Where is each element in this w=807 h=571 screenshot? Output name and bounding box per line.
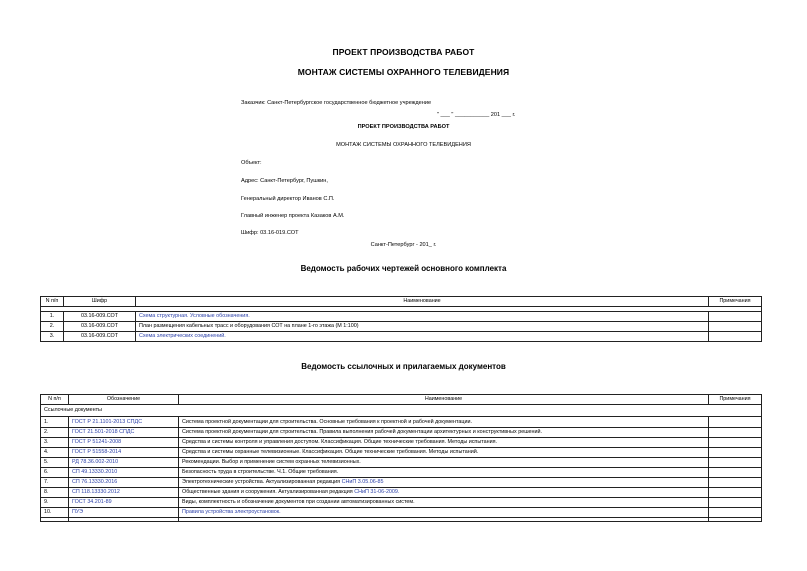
date-line: " ___ " ___________ 201 ___ г. [437, 112, 516, 118]
references-header-row [41, 395, 762, 405]
row-number: 3. [41, 438, 69, 448]
table-row [41, 428, 762, 438]
row-number: 8. [41, 488, 69, 498]
row-number: 7. [41, 478, 69, 488]
empty-cell [179, 518, 709, 522]
chief-engineer-line: Главный инженер проекта Казаков А.М. [241, 213, 345, 219]
snip-link[interactable]: СНиП 31-06-2009. [354, 489, 400, 495]
header-cell: Наименование [136, 297, 709, 307]
row-number: 2. [41, 322, 64, 332]
row-code-link[interactable]: СП 49.13330.2010 [69, 468, 179, 478]
table-row [41, 312, 762, 322]
row-number: 2. [41, 428, 69, 438]
table-row [41, 468, 762, 478]
row-name: План размещения кабельных трасс и оборудования СОТ на плане 1-го этажа (М 1:100) [136, 322, 709, 332]
row-number: 10. [41, 508, 69, 518]
drawings-table [40, 296, 762, 342]
section-label: Ссылочные документы [41, 405, 762, 417]
table-row [41, 508, 762, 518]
form-title: ПРОЕКТ ПРОИЗВОДСТВА РАБОТ [357, 124, 450, 130]
table-row [41, 518, 762, 522]
row-number: 6. [41, 468, 69, 478]
row-code-link[interactable]: ГОСТ Р 21.1101-2013 СПДС [69, 417, 179, 428]
table-row [41, 498, 762, 508]
table-row [41, 448, 762, 458]
form-subtitle: МОНТАЖ СИСТЕМЫ ОХРАННОГО ТЕЛЕВИДЕНИЯ [336, 142, 471, 148]
pue-link[interactable]: Правила устройства электроустановок. [182, 509, 281, 515]
director-line: Генеральный директор Иванов С.П. [241, 196, 335, 202]
row-number: 9. [41, 498, 69, 508]
references-table [40, 394, 762, 522]
table-row [41, 478, 762, 488]
row-number: 3. [41, 332, 64, 342]
customer-line: Заказчик: Санкт-Петербургское государственное бюджетное учреждение [241, 100, 432, 106]
row-name: Рекомендации. Выбор и применение систем охранных телевизионных. [179, 458, 709, 468]
row-note [709, 468, 762, 478]
row-name: Виды, комплектность и обозначение документов при создании автоматизированных систем. [179, 498, 709, 508]
row-name-link[interactable]: Схема электрических соединений. [136, 332, 709, 342]
row-number: 4. [41, 448, 69, 458]
header-cell: Наименование [179, 395, 709, 405]
row-name: Безопасность труда в строительстве. Ч.1. Общие требования. [179, 468, 709, 478]
row-code-link[interactable]: РД 78.36.002-2010 [69, 458, 179, 468]
header-cell: Примечания [709, 297, 762, 307]
header-cell: Шифр [64, 297, 136, 307]
table-row [41, 438, 762, 448]
row-name [179, 508, 709, 518]
row-code-link[interactable]: СП 118.13330.2012 [69, 488, 179, 498]
row-note [709, 332, 762, 342]
section-row [41, 405, 762, 417]
row-name: Система проектной документации для строительства. Правила выполнения рабочей документации архитектурных и конструктивных решений. [179, 428, 709, 438]
row-note [709, 312, 762, 322]
row-code: 03.16-009.СОТ [64, 322, 136, 332]
row-note [709, 508, 762, 518]
row-code-link[interactable]: ГОСТ 34.201-89 [69, 498, 179, 508]
table-row [41, 488, 762, 498]
row-name-link[interactable]: Схема структурная. Условные обозначения. [136, 312, 709, 322]
row-note [709, 322, 762, 332]
table-row [41, 458, 762, 468]
row-note [709, 448, 762, 458]
references-section-title: Ведомость ссылочных и прилагаемых документов [301, 362, 506, 371]
row-note [709, 438, 762, 448]
drawings-header-row [41, 297, 762, 307]
row-code-link[interactable]: ПУЭ [69, 508, 179, 518]
page-title-1: ПРОЕКТ ПРОИЗВОДСТВА РАБОТ [332, 47, 475, 57]
row-code-link[interactable]: ГОСТ Р 51241-2008 [69, 438, 179, 448]
drawings-section-title: Ведомость рабочих чертежей основного комплекта [300, 264, 507, 273]
row-name [179, 488, 709, 498]
header-cell: N п/п [41, 297, 64, 307]
empty-cell [41, 518, 69, 522]
row-note [709, 417, 762, 428]
row-code: 03.16-009.СОТ [64, 332, 136, 342]
row-name [179, 478, 709, 488]
address-line: Адрес: Санкт-Петербург, Пушкин, [241, 178, 328, 184]
row-note [709, 458, 762, 468]
row-note [709, 428, 762, 438]
row-name: Средства и системы охранные телевизионные. Классификация. Общие технические требования. Методы испытаний. [179, 448, 709, 458]
row-number: 5. [41, 458, 69, 468]
table-row [41, 332, 762, 342]
row-code-link[interactable]: ГОСТ 21.501-2018 СПДС [69, 428, 179, 438]
row-number: 1. [41, 417, 69, 428]
header-cell: N п/п [41, 395, 69, 405]
row-name-text: Электротехнические устройства. Актуализированная редакция [182, 479, 342, 485]
row-name-text: Общественные здания и сооружения. Актуализированная редакция [182, 489, 355, 495]
row-code-link[interactable]: СП 76.13330.2016 [69, 478, 179, 488]
code-line: Шифр: 03.16-019.СОТ [241, 230, 299, 236]
header-cell: Обозначение [69, 395, 179, 405]
city-year-line: Санкт-Петербург - 201_ г. [370, 242, 437, 248]
row-code: 03.16-009.СОТ [64, 312, 136, 322]
row-note [709, 478, 762, 488]
table-row [41, 322, 762, 332]
row-name: Система проектной документации для строительства. Основные требования к проектной и рабочей документации. [179, 417, 709, 428]
empty-cell [709, 518, 762, 522]
row-code-link[interactable]: ГОСТ Р 51558-2014 [69, 448, 179, 458]
row-note [709, 488, 762, 498]
header-cell: Примечания [709, 395, 762, 405]
row-name: Средства и системы контроля и управления доступом. Классификация. Общие технические требования. Методы испытания. [179, 438, 709, 448]
page-title-2: МОНТАЖ СИСТЕМЫ ОХРАННОГО ТЕЛЕВИДЕНИЯ [297, 67, 510, 77]
row-note [709, 498, 762, 508]
snip-link[interactable]: СНиП 3.05.06-85 [341, 479, 384, 485]
row-number: 1. [41, 312, 64, 322]
empty-cell [69, 518, 179, 522]
table-row [41, 417, 762, 428]
object-label: Объект: [241, 160, 262, 166]
